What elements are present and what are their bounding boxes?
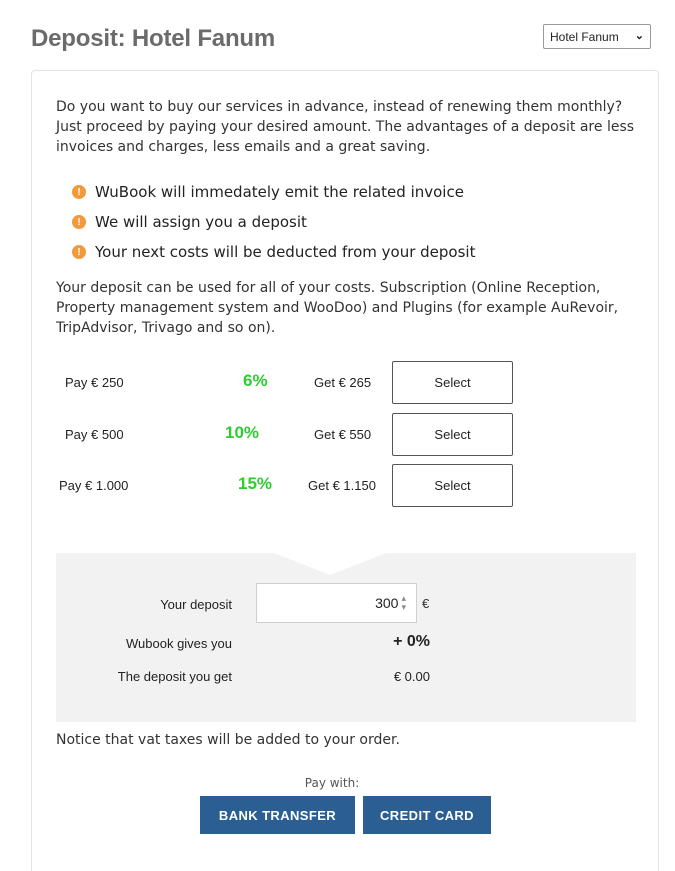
advantage-item xyxy=(72,237,475,267)
advantage-item xyxy=(72,207,475,237)
info-icon: ! xyxy=(72,215,86,229)
advantages-list xyxy=(72,177,475,267)
option-pay: Pay € 250 xyxy=(65,375,124,390)
option-bonus: 15% xyxy=(238,474,273,493)
pay-with-label: Pay with: xyxy=(304,776,360,790)
usage-text: Your deposit can be used for all of your costs. Subscription (Online Reception, Property management system and WooDoo) and Plugins (for example AuRevoir, TripAdvisor, Trivago and so on). xyxy=(56,280,619,336)
calculator-notch xyxy=(274,553,386,575)
advantage-text: WuBook will immedately emit the related invoice xyxy=(95,183,464,201)
advantage-item xyxy=(72,177,475,207)
wubook-gives-value: + 0% xyxy=(393,633,430,650)
deposit-option-500 xyxy=(32,413,660,457)
credit-card-button[interactable]: CREDIT CARD xyxy=(363,796,491,834)
deposit-amount-input[interactable] xyxy=(256,583,417,623)
chevron-down-icon: ⌄ xyxy=(634,30,644,42)
hotel-select-value: Hotel Fanum xyxy=(550,29,619,44)
advantage-text: Your next costs will be deducted from your deposit xyxy=(95,243,476,261)
your-deposit-label: Your deposit xyxy=(160,597,232,612)
deposit-option-250 xyxy=(32,361,660,405)
option-get: Get € 1.150 xyxy=(308,478,376,493)
option-pay: Pay € 1.000 xyxy=(59,478,129,493)
option-pay: Pay € 500 xyxy=(65,427,124,442)
deposit-amount-value: 300 xyxy=(375,595,399,611)
select-button[interactable]: Select xyxy=(392,361,513,404)
deposit-you-get-label: The deposit you get xyxy=(117,669,232,684)
wubook-gives-label: Wubook gives you xyxy=(126,636,232,651)
option-get: Get € 265 xyxy=(314,375,372,390)
info-icon: ! xyxy=(72,245,86,259)
hotel-select[interactable] xyxy=(543,24,651,49)
number-spinner-icon[interactable]: ▴ ▾ xyxy=(401,593,406,612)
page-title: Deposit: Hotel Fanum xyxy=(31,25,276,52)
advantage-text: We will assign you a deposit xyxy=(95,213,307,231)
bank-transfer-button[interactable]: BANK TRANSFER xyxy=(200,796,355,834)
option-bonus: 6% xyxy=(243,371,268,390)
option-get: Get € 550 xyxy=(314,427,372,442)
intro-text: Do you want to buy our services in advance, instead of renewing them monthly? Just proceed by paying your desired amount. The advantages of a deposit are less invoices and charges, less emails and a great saving. xyxy=(56,99,635,155)
deposit-option-1000 xyxy=(32,464,660,508)
option-bonus: 10% xyxy=(225,423,260,442)
select-button[interactable]: Select xyxy=(392,413,513,456)
info-icon: ! xyxy=(72,185,86,199)
deposit-calculator xyxy=(56,553,636,722)
deposit-you-get-value: € 0.00 xyxy=(393,669,430,684)
deposit-card xyxy=(31,70,659,871)
currency-symbol: € xyxy=(422,596,430,611)
vat-notice: Notice that vat taxes will be added to your order. xyxy=(56,732,400,748)
select-button[interactable]: Select xyxy=(392,464,513,507)
